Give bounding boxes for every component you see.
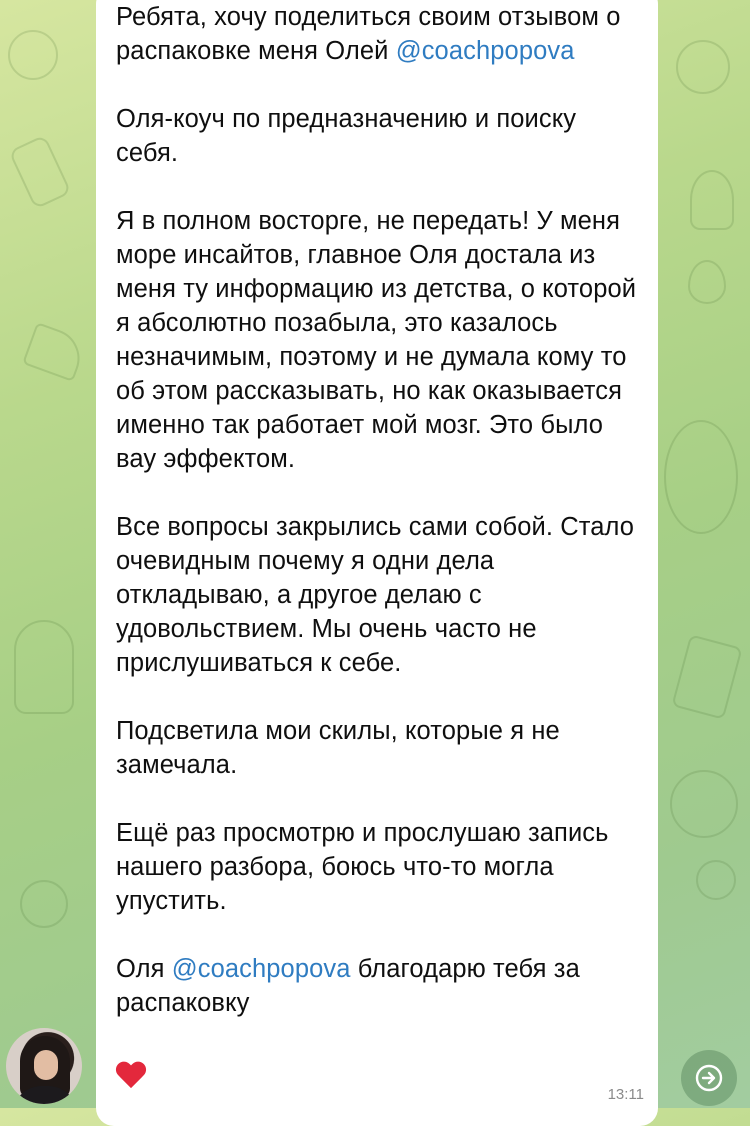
message-paragraph [116, 510, 642, 680]
message-text-segment: Оля [116, 955, 172, 983]
message-text-segment: благодарю тебя за распаковку [116, 955, 588, 1017]
message-text-segment: Ребята, хочу поделиться своим отзывом о распаковке меня Олей [116, 3, 628, 65]
message-text-segment: Ещё раз просмотрю и прослушаю запись нашего разбора, боюсь что-то могла упустить. [116, 819, 616, 915]
message-text-segment: Оля-коуч по предназначению и поиску себя. [116, 105, 584, 167]
doodle-dino [14, 620, 74, 714]
sender-avatar[interactable] [6, 1028, 82, 1104]
doodle-circle [8, 30, 58, 80]
message-paragraph [116, 102, 638, 170]
share-button[interactable] [681, 1050, 737, 1106]
doodle-bag [671, 634, 742, 719]
doodle-pencil [8, 135, 71, 210]
doodle-cat [690, 170, 734, 230]
message-bubble[interactable] [96, 0, 658, 1126]
message-paragraph [116, 952, 638, 1020]
message-text-segment: Подсветила мои скилы, которые я не замечала. [116, 717, 567, 779]
arrow-right-icon [694, 1063, 724, 1093]
message-text-segment: Я в полном восторге, не передать! У меня море инсайтов, главное Оля достала из меня ту информацию из детства, о которой я абсолютно позабыла, это казалось незначимым, поэтому и не думала кому то об этом рассказывать, но как оказывается именно так работает мой мозг. Это было вау эффектом. [116, 207, 644, 473]
message-paragraph [116, 204, 644, 476]
doodle-flower [20, 880, 68, 928]
message-text-segment: Все вопросы закрылись сами собой. Стало очевидным почему я одни дела откладываю, а другое делаю с удовольствием. Мы очень часто не прислушиваться к себе. [116, 513, 642, 677]
message-time: 13:11 [607, 1086, 644, 1103]
doodle-pizza-round [670, 770, 738, 838]
message-paragraph [116, 0, 638, 68]
doodle-strawberry [688, 260, 726, 304]
mention-link[interactable]: @coachpopova [171, 955, 351, 983]
reaction-heart[interactable] [116, 1062, 146, 1095]
message-paragraph [116, 816, 638, 918]
mention-link[interactable]: @coachpopova [395, 37, 575, 65]
doodle-bubble [676, 40, 730, 94]
message-text [116, 0, 644, 1020]
doodle-candy [696, 860, 736, 900]
doodle-pizza [22, 322, 88, 382]
avatar-face [34, 1050, 58, 1080]
heart-icon [116, 1062, 146, 1090]
doodle-balloon [664, 420, 738, 534]
message-paragraph [116, 714, 638, 782]
